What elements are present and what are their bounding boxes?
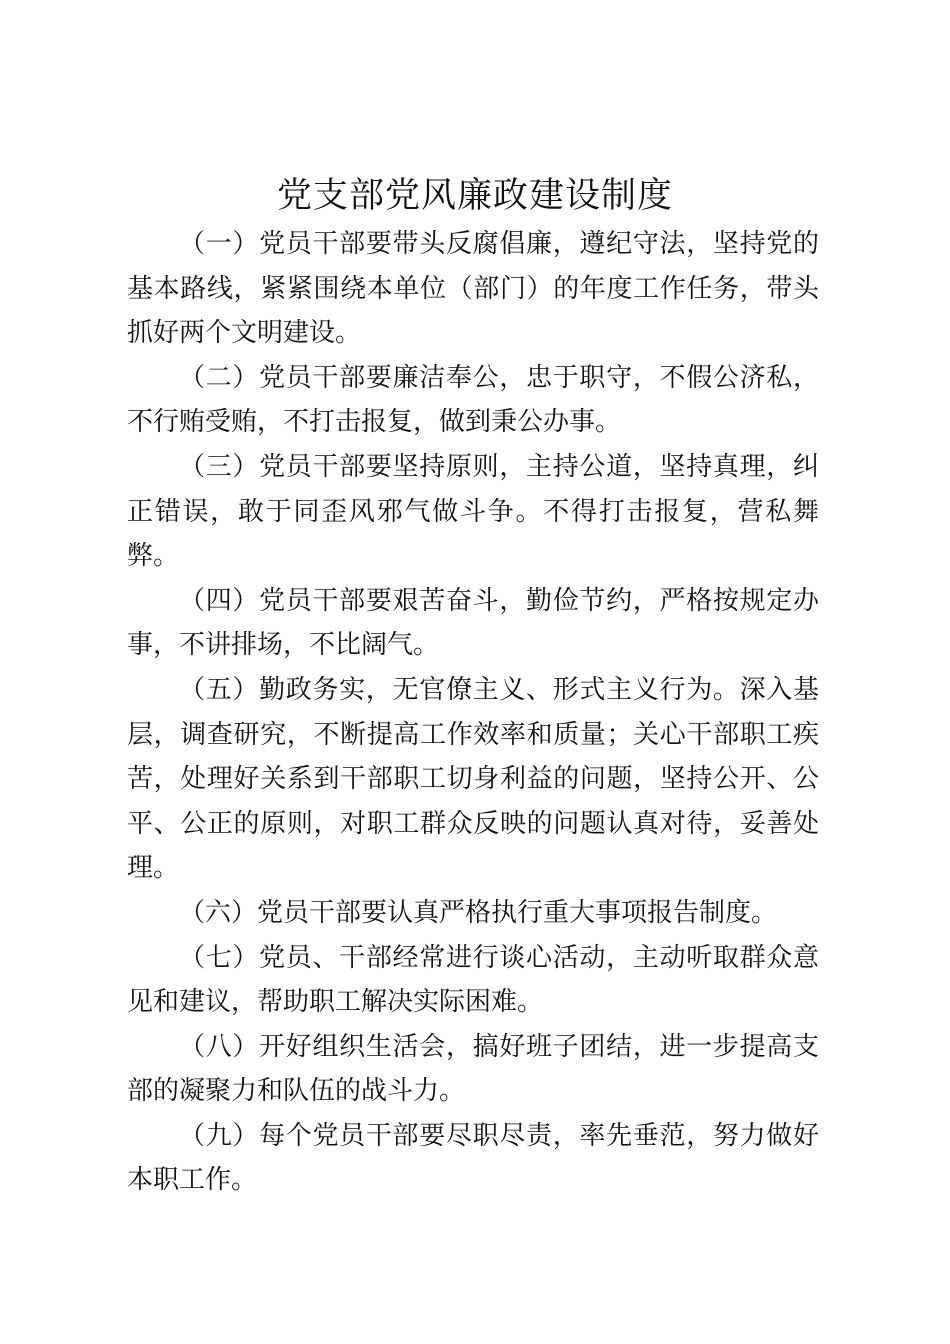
- paragraph-9: （九）每个党员干部要尽职尽责，率先垂范，努力做好本职工作。: [127, 1120, 819, 1196]
- paragraph-7: （七）党员、干部经常进行谈心活动，主动听取群众意见和建议，帮助职工解决实际困难。: [127, 942, 819, 1018]
- paragraph-1: （一）党员干部要带头反腐倡廉，遵纪守法，坚持党的基本路线，紧紧围绕本单位（部门）的年度工作任务，带头抓好两个文明建设。: [127, 229, 819, 349]
- document-title: 党支部党风廉政建设制度: [276, 176, 673, 216]
- paragraph-4: （四）党员干部要艰苦奋斗，勤俭节约，严格按规定办事，不讲排场，不比阔气。: [127, 585, 819, 661]
- document-body: [127, 222, 819, 1203]
- paragraph-5: （五）勤政务实，无官僚主义、形式主义行为。深入基层，调查研究，不断提高工作效率和质量；关心干部职工疾苦，处理好关系到干部职工切身利益的问题，坚持公开、公平、公正的原则，对职工群众反映的问题认真对待，妥善处理。: [127, 674, 819, 884]
- paragraph-2: （二）党员干部要廉洁奉公，忠于职守，不假公济私，不行贿受贿，不打击报复，做到秉公办事。: [127, 362, 819, 438]
- paragraph-6: （六）党员干部要认真严格执行重大事项报告制度。: [179, 897, 778, 928]
- paragraph-3: （三）党员干部要坚持原则，主持公道，坚持真理，纠正错误，敢于同歪风邪气做斗争。不得打击报复，营私舞弊。: [127, 451, 819, 572]
- paragraph-8: （八）开好组织生活会，搞好班子团结，进一步提高支部的凝聚力和队伍的战斗力。: [127, 1031, 819, 1107]
